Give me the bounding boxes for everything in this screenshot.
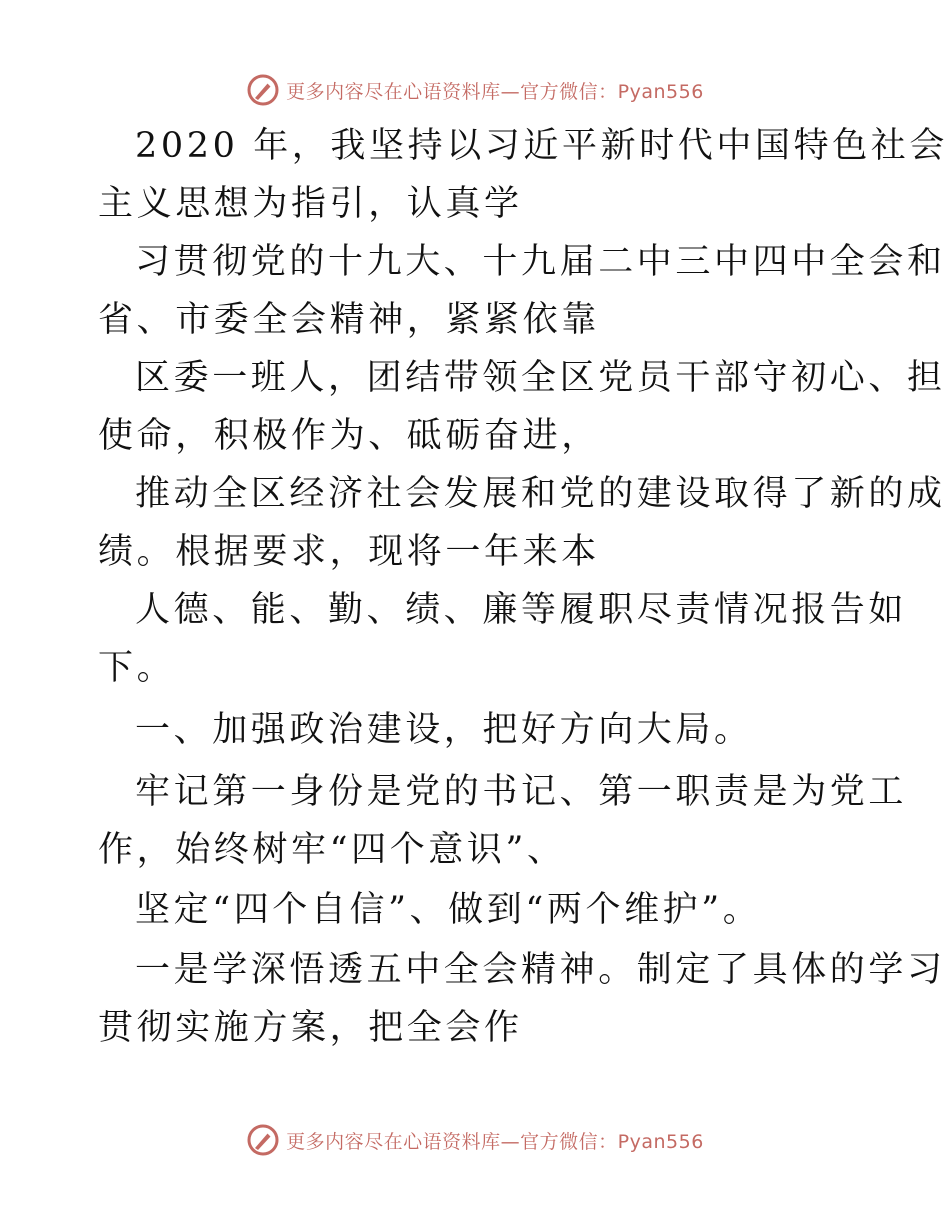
body-line: 贯彻实施方案，把全会作	[98, 1008, 523, 1048]
body-line: 绩。根据要求，现将一年来本	[98, 532, 600, 572]
header-banner	[0, 72, 950, 108]
pen-circle-logo-icon	[246, 73, 280, 107]
pen-circle-logo-icon	[246, 1123, 280, 1157]
body-line: 区委一班人，团结带领全区党员干部守初心、担	[135, 358, 946, 398]
body-line: 2020 年，我坚持以习近平新时代中国特色社会	[135, 126, 948, 166]
footer-banner-text: 更多内容尽在心语资料库—官方微信：Pyan556	[286, 1130, 704, 1153]
body-line: 省、市委全会精神，紧紧依靠	[98, 300, 600, 340]
body-line: 推动全区经济社会发展和党的建设取得了新的成	[135, 474, 946, 514]
body-line: 使命，积极作为、砥砺奋进，	[98, 416, 600, 456]
section-heading: 一、加强政治建设，把好方向大局。	[135, 710, 753, 750]
body-line: 主义思想为指引，认真学	[98, 184, 523, 224]
footer-banner	[0, 1122, 950, 1158]
body-line: 坚定“四个自信”、做到“两个维护”。	[135, 890, 762, 930]
body-line: 习贯彻党的十九大、十九届二中三中四中全会和	[135, 242, 946, 282]
body-line: 下。	[98, 648, 176, 688]
body-line: 人德、能、勤、绩、廉等履职尽责情况报告如	[135, 590, 908, 630]
header-banner-text: 更多内容尽在心语资料库—官方微信：Pyan556	[286, 80, 704, 103]
body-line: 牢记第一身份是党的书记、第一职责是为党工	[135, 772, 908, 812]
body-line: 一是学深悟透五中全会精神。制定了具体的学习	[135, 950, 946, 990]
body-line: 作，始终树牢“四个意识”、	[98, 830, 566, 870]
